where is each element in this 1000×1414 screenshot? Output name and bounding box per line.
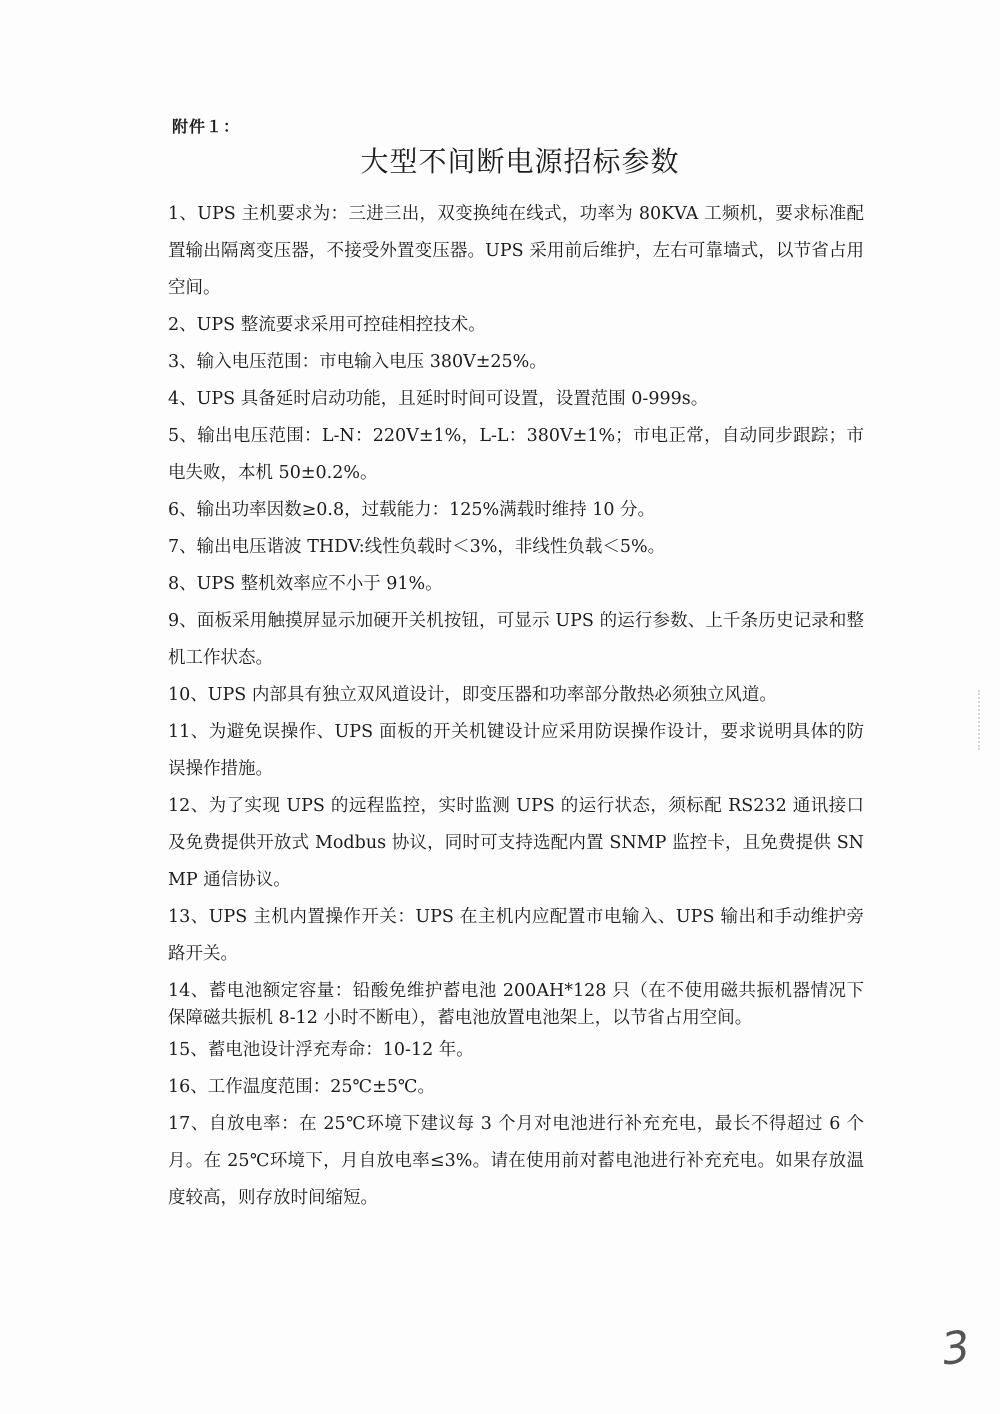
requirement-item-4: 4、UPS 具备延时启动功能，且延时时间可设置，设置范围 0-999s。 — [168, 389, 709, 409]
requirement-item-3: 3、输入电压范围：市电输入电压 380V±25%。 — [168, 352, 547, 372]
requirement-item-6: 6、输出功率因数≥0.8，过载能力：125%满载时维持 10 分。 — [168, 500, 656, 520]
attachment-label: 附件１： — [172, 117, 241, 136]
requirement-item-12: 12、为了实现 UPS 的远程监控，实时监测 UPS 的运行状态，须标配 RS232 通讯接口及免费提供开放式 Modbus 协议，同时可支持选配内置 SNMP 监控卡，且免费提供 SNMP 通信协议。 — [168, 796, 864, 890]
requirement-item-7: 7、输出电压谐波 THDV:线性负载时＜3%，非线性负载＜5%。 — [168, 537, 666, 557]
scan-margin-mark — [970, 690, 980, 750]
requirement-item-1: 1、UPS 主机要求为：三进三出，双变换纯在线式，功率为 80KVA 工频机，要求标准配置输出隔离变压器，不接受外置变压器。UPS 采用前后维护，左右可靠墙式，以节省占用空间。 — [168, 204, 864, 298]
requirement-item-13: 13、UPS 主机内置操作开关：UPS 在主机内应配置市电输入、UPS 输出和手动维护旁路开关。 — [168, 907, 864, 964]
requirement-item-2: 2、UPS 整流要求采用可控硅相控技术。 — [168, 315, 486, 335]
requirement-item-5: 5、输出电压范围：L-N：220V±1%，L-L：380V±1%；市电正常，自动同步跟踪；市电失败，本机 50±0.2%。 — [168, 426, 864, 483]
requirement-item-17: 17、自放电率：在 25℃环境下建议每 3 个月对电池进行补充充电，最长不得超过 6 个月。在 25℃环境下，月自放电率≤3%。请在使用前对蓄电池进行补充充电。如果存放温度较高，则存放时间缩短。 — [168, 1114, 864, 1208]
document-title: 大型不间断电源招标参数 — [360, 145, 680, 178]
requirement-item-15: 15、蓄电池设计浮充寿命：10-12 年。 — [168, 1040, 474, 1060]
handwritten-page-number: 3 — [938, 1321, 974, 1376]
requirement-item-14: 14、蓄电池额定容量：铅酸免维护蓄电池 200AH*128 只（在不使用磁共振机器情况下保障磁共振机 8-12 小时不断电），蓄电池放置电池架上，以节省占用空间。 — [168, 981, 864, 1028]
requirement-item-11: 11、为避免误操作、UPS 面板的开关机键设计应采用防误操作设计，要求说明具体的防误操作措施。 — [168, 722, 864, 779]
requirement-item-8: 8、UPS 整机效率应不小于 91%。 — [168, 574, 443, 594]
requirement-item-16: 16、工作温度范围：25℃±5℃。 — [168, 1077, 435, 1097]
requirement-item-10: 10、UPS 内部具有独立双风道设计，即变压器和功率部分散热必须独立风道。 — [168, 685, 777, 705]
requirements-list — [168, 196, 864, 1217]
requirement-item-9: 9、面板采用触摸屏显示加硬开关机按钮，可显示 UPS 的运行参数、上千条历史记录和整机工作状态。 — [168, 611, 864, 668]
